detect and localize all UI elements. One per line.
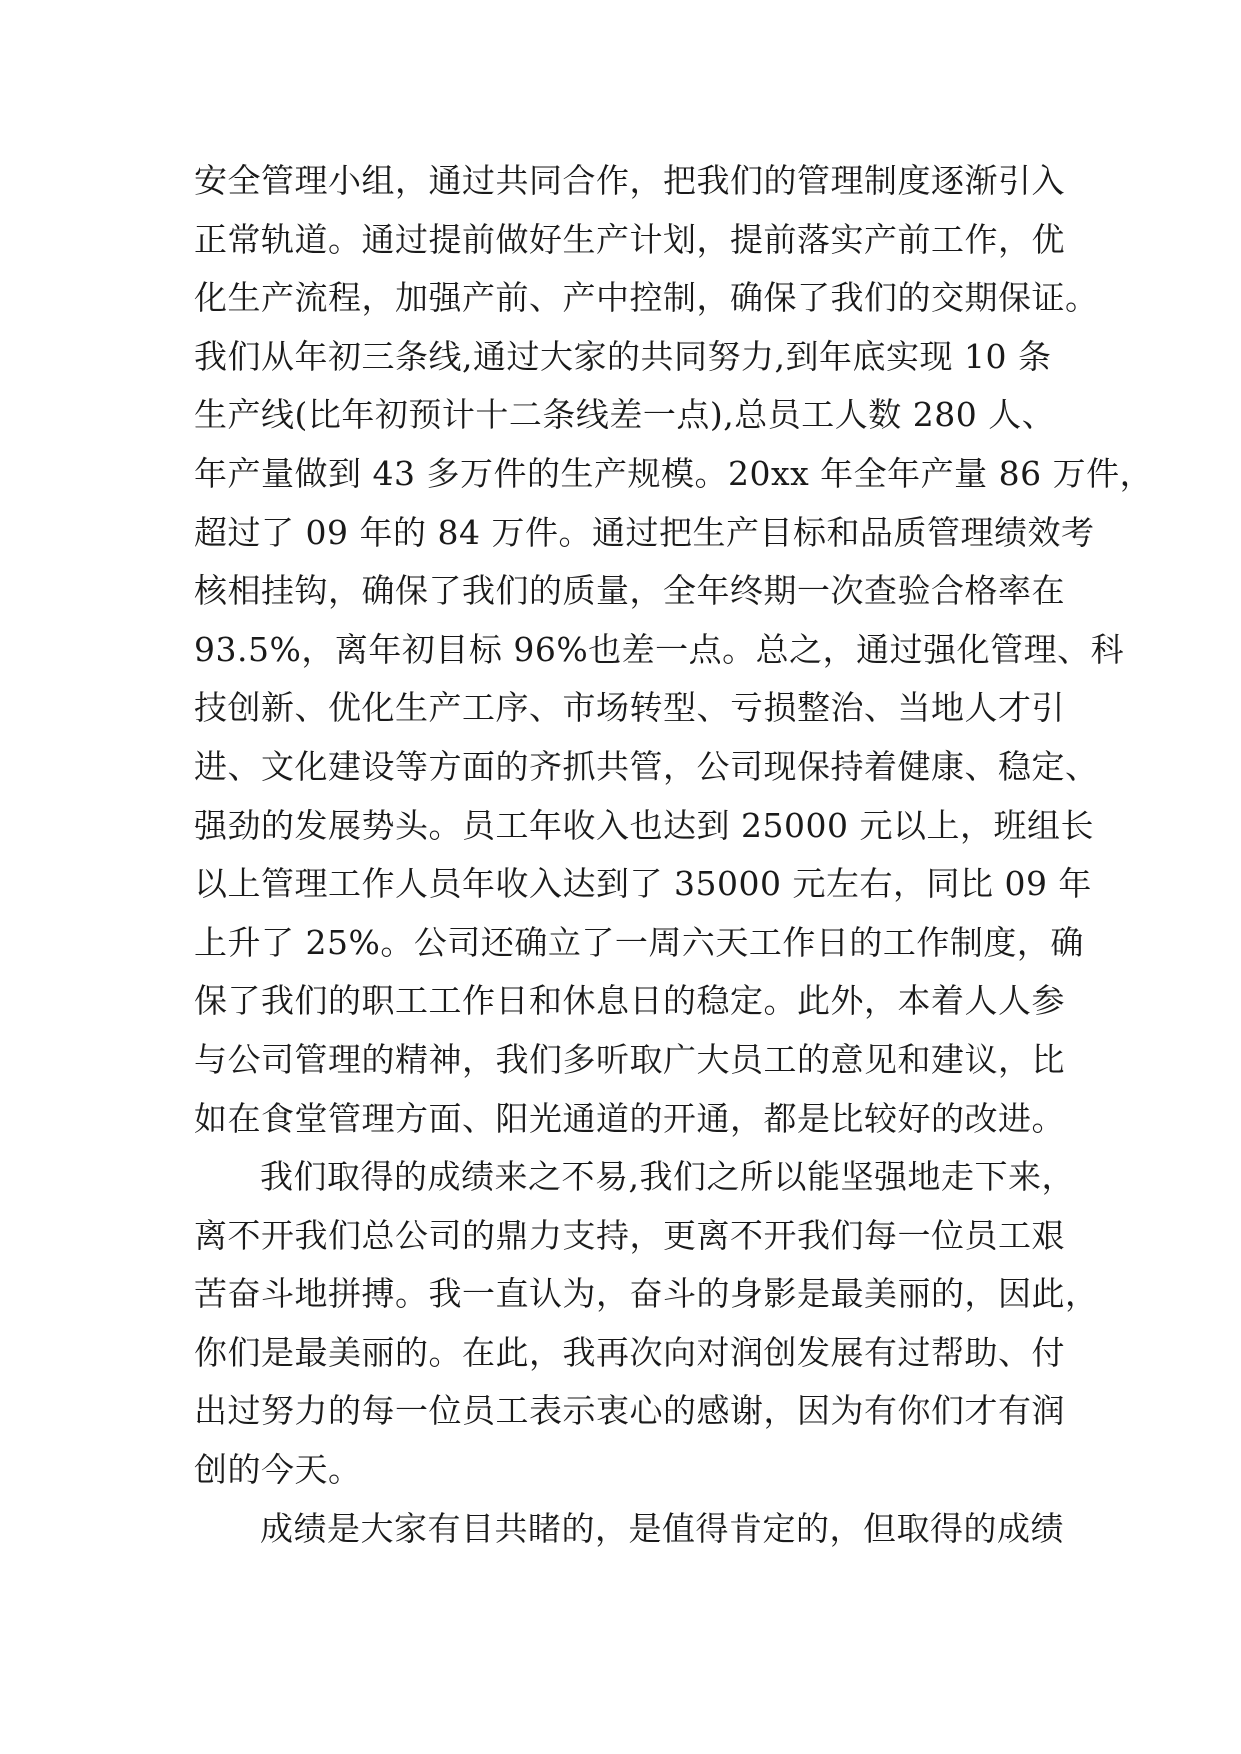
text-line: 离不开我们总公司的鼎力支持，更离不开我们每一位员工艰 (194, 1215, 1065, 1255)
paragraph-1 (194, 152, 1154, 1148)
text-line: 以上管理工作人员年收入达到了 35000 元左右，同比 09 年 (194, 864, 1092, 904)
text-line: 苦奋斗地拼搏。我一直认为，奋斗的身影是最美丽的，因此， (194, 1274, 1099, 1314)
text-line: 成绩是大家有目共睹的，是值得肯定的，但取得的成绩 (260, 1508, 1064, 1548)
text-line: 正常轨道。通过提前做好生产计划，提前落实产前工作，优 (194, 219, 1065, 259)
body-text (194, 152, 1154, 1558)
text-line: 核相挂钩，确保了我们的质量，全年终期一次查验合格率在 (194, 571, 1065, 611)
text-line: 如在食堂管理方面、阳光通道的开通，都是比较好的改进。 (194, 1098, 1065, 1138)
text-line: 超过了 09 年的 84 万件。通过把生产目标和品质管理绩效考 (194, 512, 1095, 552)
text-line: 我们从年初三条线,通过大家的共同努力,到年底实现 10 条 (194, 336, 1052, 376)
text-line: 安全管理小组，通过共同合作，把我们的管理制度逐渐引入 (194, 161, 1065, 200)
text-line: 上升了 25%。公司还确立了一周六天工作日的工作制度，确 (194, 922, 1084, 962)
text-line: 与公司管理的精神，我们多听取广大员工的意见和建议，比 (194, 1039, 1065, 1079)
text-line: 你们是最美丽的。在此，我再次向对润创发展有过帮助、付 (194, 1332, 1065, 1372)
text-line: 技创新、优化生产工序、市场转型、亏损整治、当地人才引 (194, 688, 1065, 728)
paragraph-3 (194, 1500, 1074, 1559)
paragraph-2 (194, 1148, 1099, 1500)
text-line: 进、文化建设等方面的齐抓共管，公司现保持着健康、稳定、 (194, 746, 1099, 786)
text-line: 我们取得的成绩来之不易,我们之所以能坚强地走下来， (260, 1157, 1075, 1197)
text-line: 强劲的发展势头。员工年收入也达到 25000 元以上，班组长 (194, 805, 1094, 845)
text-line: 创的今天。 (194, 1450, 362, 1490)
text-line: 出过努力的每一位员工表示衷心的感谢，因为有你们才有润 (194, 1391, 1065, 1431)
text-line: 生产线(比年初预计十二条线差一点),总员工人数 280 人、 (194, 395, 1056, 435)
text-line: 93.5%，离年初目标 96%也差一点。总之，通过强化管理、科 (194, 629, 1125, 669)
text-line: 保了我们的职工工作日和休息日的稳定。此外，本着人人参 (194, 981, 1065, 1021)
text-line: 化生产流程，加强产前、产中控制，确保了我们的交期保证。 (194, 278, 1099, 318)
text-line: 年产量做到 43 多万件的生产规模。20xx 年全年产量 86 万件， (194, 453, 1154, 493)
